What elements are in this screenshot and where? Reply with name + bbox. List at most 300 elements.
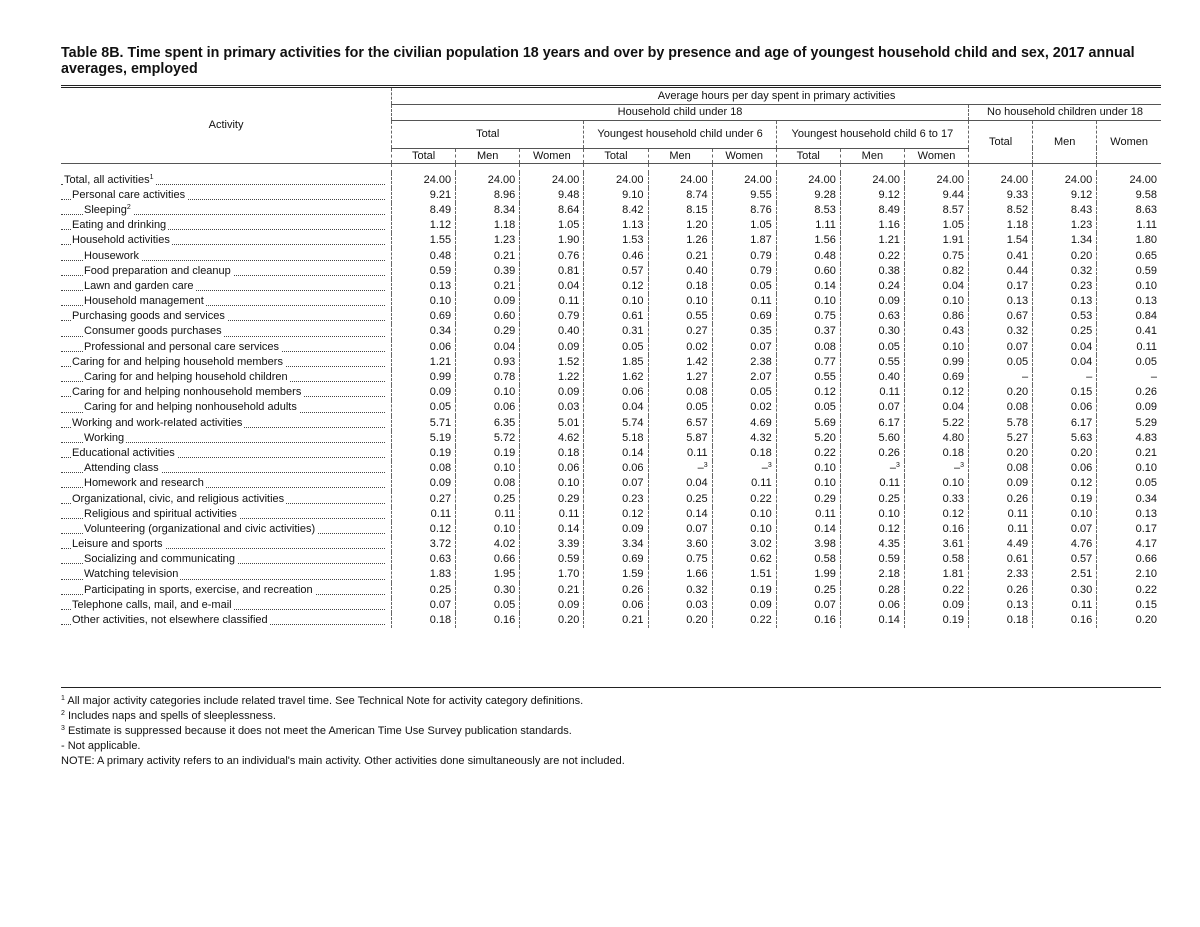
table-cell: 0.06 [1033, 400, 1097, 415]
table-cell: 0.27 [392, 491, 456, 506]
table-cell: –$^3$ [904, 461, 968, 476]
table-cell: 1.23 [1033, 218, 1097, 233]
header-col-total-nochild: Total [969, 120, 1033, 163]
table-cell: 0.16 [776, 613, 840, 628]
row-label [61, 233, 392, 248]
row-label [61, 400, 392, 415]
table-cell: 0.39 [456, 264, 520, 279]
table-cell: 0.10 [776, 476, 840, 491]
header-col-women-nochild: Women [1097, 120, 1161, 163]
table-cell: 0.12 [392, 522, 456, 537]
table-cell: 1.66 [648, 567, 712, 582]
table-cell: 4.32 [712, 431, 776, 446]
table-row [61, 537, 1161, 552]
table-cell: 0.99 [392, 370, 456, 385]
table-cell: 0.10 [904, 340, 968, 355]
table-cell: 0.05 [712, 385, 776, 400]
table-cell: 0.06 [584, 385, 648, 400]
table-row [61, 355, 1161, 370]
table-cell: 0.10 [840, 507, 904, 522]
table-cell: 0.75 [776, 309, 840, 324]
table-cell: 0.99 [904, 355, 968, 370]
table-cell: 0.08 [776, 340, 840, 355]
table-cell: 0.26 [969, 583, 1033, 598]
table-cell: 0.17 [1097, 522, 1161, 537]
table-cell: 0.31 [584, 324, 648, 339]
table-cell: 0.13 [392, 279, 456, 294]
table-cell: 0.21 [520, 583, 584, 598]
table-cell: 0.93 [456, 355, 520, 370]
table-cell: 1.90 [520, 233, 584, 248]
table-cell: 5.87 [648, 431, 712, 446]
table-cell: 1.83 [392, 567, 456, 582]
table-cell: 1.18 [456, 218, 520, 233]
table-cell: 1.42 [648, 355, 712, 370]
table-cell: 9.48 [520, 188, 584, 203]
table-cell: 1.85 [584, 355, 648, 370]
table-cell: 5.22 [904, 416, 968, 431]
table-cell: 0.04 [520, 279, 584, 294]
table-cell: 0.66 [1097, 552, 1161, 567]
table-cell: 0.05 [969, 355, 1033, 370]
table-cell: 0.09 [456, 294, 520, 309]
table-row [61, 491, 1161, 506]
table-cell: 0.16 [1033, 613, 1097, 628]
table-cell: 0.61 [969, 552, 1033, 567]
table-cell: 0.57 [1033, 552, 1097, 567]
table-cell: 0.05 [712, 279, 776, 294]
table-cell: 0.07 [584, 476, 648, 491]
table-cell: 0.34 [1097, 491, 1161, 506]
table-cell: 0.69 [712, 309, 776, 324]
table-cell: 24.00 [392, 173, 456, 188]
row-label [61, 491, 392, 506]
table-cell: 8.96 [456, 188, 520, 203]
table-cell: 2.33 [969, 567, 1033, 582]
row-label-text: Other activities, not elsewhere classified [72, 614, 268, 627]
table-row [61, 552, 1161, 567]
table-row [61, 233, 1161, 248]
table-cell: 0.22 [712, 613, 776, 628]
table-cell: –$^3$ [712, 461, 776, 476]
header-col-men: Men [456, 148, 520, 163]
table-cell: 0.06 [1033, 461, 1097, 476]
table-row [61, 567, 1161, 582]
table-cell: 0.11 [456, 507, 520, 522]
table-cell: 1.05 [904, 218, 968, 233]
table-cell: 0.75 [904, 248, 968, 263]
table-cell: 0.69 [392, 309, 456, 324]
table-cell: 4.69 [712, 416, 776, 431]
table-cell: 5.29 [1097, 416, 1161, 431]
table-cell: 2.10 [1097, 567, 1161, 582]
table-cell: 0.69 [584, 552, 648, 567]
table-cell: 0.55 [776, 370, 840, 385]
table-cell: 0.55 [840, 355, 904, 370]
header-sub-6to17: Youngest household child 6 to 17 [776, 120, 968, 148]
table-cell: 0.10 [776, 461, 840, 476]
table-cell: 1.11 [776, 218, 840, 233]
table-cell: 0.66 [456, 552, 520, 567]
table-cell: 0.11 [712, 476, 776, 491]
table-cell: 0.06 [840, 598, 904, 613]
table-cell: 8.52 [969, 203, 1033, 218]
table-cell: 24.00 [520, 173, 584, 188]
table-cell: 0.10 [904, 476, 968, 491]
table-body [61, 163, 1161, 628]
table-cell: 0.04 [904, 400, 968, 415]
footnote-2 [61, 709, 1161, 724]
table-cell: 0.09 [712, 598, 776, 613]
table-cell: 8.49 [840, 203, 904, 218]
footnote-not-applicable: - Not applicable. [61, 740, 141, 752]
table-cell: 9.55 [712, 188, 776, 203]
table-cell: 0.03 [648, 598, 712, 613]
table-cell: 0.79 [712, 248, 776, 263]
table-cell: 0.03 [520, 400, 584, 415]
table-cell: 0.02 [648, 340, 712, 355]
table-cell: 0.21 [456, 279, 520, 294]
row-label [61, 461, 392, 476]
header-col-men: Men [648, 148, 712, 163]
table-cell: 4.80 [904, 431, 968, 446]
table-cell: 0.43 [904, 324, 968, 339]
table-cell: 5.78 [969, 416, 1033, 431]
table-cell: 24.00 [456, 173, 520, 188]
table-cell: 3.60 [648, 537, 712, 552]
table-cell: 0.13 [1097, 507, 1161, 522]
table-row [61, 476, 1161, 491]
table-cell: 24.00 [1033, 173, 1097, 188]
table-cell: 0.15 [1033, 385, 1097, 400]
row-label-text: Volunteering (organizational and civic activities) [84, 522, 316, 535]
table-cell: 0.14 [776, 522, 840, 537]
table-cell: 0.41 [969, 248, 1033, 263]
table-row [61, 294, 1161, 309]
table-cell: 5.19 [392, 431, 456, 446]
row-label-text: Professional and personal care services [84, 340, 280, 353]
table-cell: 1.12 [392, 218, 456, 233]
table-bottom-rule [61, 687, 1161, 688]
table-cell: 1.05 [520, 218, 584, 233]
table-cell: –$^3$ [648, 461, 712, 476]
table-cell: 0.05 [840, 340, 904, 355]
row-label [61, 309, 392, 324]
table-row [61, 416, 1161, 431]
row-label [61, 598, 392, 613]
table-row [61, 370, 1161, 385]
table-cell: 1.18 [969, 218, 1033, 233]
table-cell: 4.17 [1097, 537, 1161, 552]
row-label-text: Personal care activities [72, 188, 186, 201]
footnote-mark: 2 [61, 710, 65, 717]
row-label [61, 188, 392, 203]
table-cell: 2.18 [840, 567, 904, 582]
table-cell: 0.58 [776, 552, 840, 567]
table-row [61, 309, 1161, 324]
table-row [61, 324, 1161, 339]
table-cell: 0.09 [520, 385, 584, 400]
footnote-mark: 3 [960, 462, 965, 470]
row-label-text: Caring for and helping household children [84, 371, 288, 384]
table-cell: 24.00 [584, 173, 648, 188]
table-cell: 9.28 [776, 188, 840, 203]
table-cell: 0.10 [456, 522, 520, 537]
footnote-text: Includes naps and spells of sleeplessness. [67, 710, 276, 722]
table-cell: 0.05 [648, 400, 712, 415]
table-cell: 1.20 [648, 218, 712, 233]
row-label-text: Watching television [84, 568, 179, 581]
table-cell: 0.18 [520, 446, 584, 461]
row-label-text: Leisure and sports [72, 538, 163, 551]
data-table [61, 88, 1161, 628]
table-cell: 24.00 [969, 173, 1033, 188]
table-cell: 0.15 [1097, 598, 1161, 613]
table-cell: 5.01 [520, 416, 584, 431]
table-cell: 4.02 [456, 537, 520, 552]
table-cell: 0.22 [904, 583, 968, 598]
table-cell: 1.59 [584, 567, 648, 582]
table-cell: 0.04 [1033, 340, 1097, 355]
table-cell: 0.53 [1033, 309, 1097, 324]
table-cell: 0.06 [584, 461, 648, 476]
row-label [61, 294, 392, 309]
row-label-text: Lawn and garden care [84, 279, 194, 292]
table-cell: 0.07 [969, 340, 1033, 355]
table-cell: 1.91 [904, 233, 968, 248]
table-cell: 8.34 [456, 203, 520, 218]
table-header [61, 88, 1161, 163]
table-cell: 0.10 [1097, 461, 1161, 476]
table-row [61, 188, 1161, 203]
row-label-text: Food preparation and cleanup [84, 264, 231, 277]
table-title: Table 8B. Time spent in primary activities for the civilian population 18 years and over by presence and age of youngest household child and sex, 2017 annual averages, employed [61, 45, 1135, 77]
table-cell: 1.21 [840, 233, 904, 248]
table-cell: 0.25 [648, 491, 712, 506]
table-cell: 0.28 [840, 583, 904, 598]
table-cell: 0.23 [584, 491, 648, 506]
table-cell: 2.38 [712, 355, 776, 370]
table-cell: – [1033, 370, 1097, 385]
footnote-mark: 1 [61, 695, 65, 702]
table-cell: 0.79 [712, 264, 776, 279]
table-cell: 0.07 [1033, 522, 1097, 537]
table-cell: 0.20 [969, 385, 1033, 400]
table-cell: 5.69 [776, 416, 840, 431]
table-cell: 8.42 [584, 203, 648, 218]
row-label [61, 476, 392, 491]
header-col-total: Total [776, 148, 840, 163]
table-cell: 4.35 [840, 537, 904, 552]
row-label-text: Sleeping [84, 203, 127, 216]
table-cell: 0.37 [776, 324, 840, 339]
table-cell: 5.71 [392, 416, 456, 431]
table-cell: 0.21 [1097, 446, 1161, 461]
row-label [61, 537, 392, 552]
table-cell: 0.09 [520, 340, 584, 355]
row-label-text: Caring for and helping nonhousehold adults [84, 401, 297, 414]
row-label [61, 522, 392, 537]
header-group-no-children: No household children under 18 [969, 104, 1161, 120]
table-cell: 0.16 [456, 613, 520, 628]
table-cell: 0.10 [776, 294, 840, 309]
table-cell: 0.08 [392, 461, 456, 476]
table-cell: 3.72 [392, 537, 456, 552]
table-cell: 0.04 [904, 279, 968, 294]
table-cell: 0.38 [840, 264, 904, 279]
header-col-men: Men [840, 148, 904, 163]
table-cell: 1.13 [584, 218, 648, 233]
table-row [61, 522, 1161, 537]
table-cell: 6.17 [1033, 416, 1097, 431]
table-cell: 0.48 [392, 248, 456, 263]
table-row [61, 264, 1161, 279]
table-cell: 1.87 [712, 233, 776, 248]
row-label [61, 340, 392, 355]
table-cell: 0.32 [1033, 264, 1097, 279]
table-cell: 1.51 [712, 567, 776, 582]
table-cell: 0.32 [648, 583, 712, 598]
row-label [61, 552, 392, 567]
table-cell: 0.35 [712, 324, 776, 339]
table-cell: 9.10 [584, 188, 648, 203]
row-label [61, 613, 392, 628]
table-cell: 8.74 [648, 188, 712, 203]
table-row [61, 583, 1161, 598]
table-cell: 0.65 [1097, 248, 1161, 263]
table-cell: 0.58 [904, 552, 968, 567]
row-label [61, 173, 392, 188]
table-cell: 5.20 [776, 431, 840, 446]
footnotes [61, 694, 1161, 769]
table-row [61, 598, 1161, 613]
header-span-label: Average hours per day spent in primary activities [392, 88, 1161, 104]
table-cell: 3.98 [776, 537, 840, 552]
row-label-text: Participating in sports, exercise, and recreation [84, 583, 313, 596]
table-cell: 1.99 [776, 567, 840, 582]
table-cell: 0.26 [1097, 385, 1161, 400]
table-cell: 0.34 [392, 324, 456, 339]
table-cell: 0.10 [1097, 279, 1161, 294]
table-cell: 0.55 [648, 309, 712, 324]
table-cell: 0.60 [456, 309, 520, 324]
table-cell: 0.20 [648, 613, 712, 628]
table-cell: 0.09 [904, 598, 968, 613]
table-cell: 1.53 [584, 233, 648, 248]
table-cell: 0.75 [648, 552, 712, 567]
table-cell: 0.14 [520, 522, 584, 537]
table-cell: 0.11 [648, 446, 712, 461]
table-cell: 0.04 [456, 340, 520, 355]
table-cell: 0.18 [648, 279, 712, 294]
table-cell: 0.19 [712, 583, 776, 598]
table-row [61, 340, 1161, 355]
table-cell: 0.20 [1033, 446, 1097, 461]
table-cell: 0.81 [520, 264, 584, 279]
table-cell: 0.22 [712, 491, 776, 506]
table-cell: 0.26 [584, 583, 648, 598]
header-activity: Activity [61, 88, 392, 163]
table-cell: 0.12 [584, 507, 648, 522]
table-cell: 5.63 [1033, 431, 1097, 446]
table-cell: 6.35 [456, 416, 520, 431]
table-cell: 0.29 [776, 491, 840, 506]
table-cell: 0.20 [969, 446, 1033, 461]
row-label-text: Organizational, civic, and religious activities [72, 492, 285, 505]
table-cell: 0.21 [456, 248, 520, 263]
row-label [61, 567, 392, 582]
table-cell: 0.10 [584, 294, 648, 309]
table-cell: 0.57 [584, 264, 648, 279]
footnote-mark: 3 [767, 462, 772, 470]
table-cell: 0.11 [1097, 340, 1161, 355]
table-cell: 0.25 [1033, 324, 1097, 339]
table-cell: 0.05 [1097, 355, 1161, 370]
table-cell: 0.11 [712, 294, 776, 309]
table-cell: 0.44 [969, 264, 1033, 279]
table-cell: 0.09 [520, 598, 584, 613]
table-cell: 0.13 [1033, 294, 1097, 309]
table-cell: 0.08 [969, 461, 1033, 476]
table-cell: 0.23 [1033, 279, 1097, 294]
table-cell: 24.00 [840, 173, 904, 188]
table-cell: 0.22 [776, 446, 840, 461]
table-cell: 1.55 [392, 233, 456, 248]
row-label [61, 248, 392, 263]
table-cell: 0.05 [776, 400, 840, 415]
table-cell: 4.83 [1097, 431, 1161, 446]
table-cell: 0.06 [392, 340, 456, 355]
table-cell: 0.12 [1033, 476, 1097, 491]
table-cell: 1.05 [712, 218, 776, 233]
table-cell: 0.76 [520, 248, 584, 263]
table-cell: 8.49 [392, 203, 456, 218]
table-cell: 1.16 [840, 218, 904, 233]
table-cell: 0.63 [392, 552, 456, 567]
table-cell: 8.64 [520, 203, 584, 218]
table-row [61, 400, 1161, 415]
table-cell: 0.11 [1033, 598, 1097, 613]
table-cell: 0.20 [520, 613, 584, 628]
table-cell: 0.84 [1097, 309, 1161, 324]
row-label-text: Total, all activities [64, 173, 150, 186]
table-cell: 0.78 [456, 370, 520, 385]
row-label-text: Housework [84, 249, 140, 262]
row-label-text: Caring for and helping household members [72, 355, 283, 368]
table-cell: 4.76 [1033, 537, 1097, 552]
table-cell: 0.09 [969, 476, 1033, 491]
table-cell: 1.56 [776, 233, 840, 248]
table-cell: 0.63 [840, 309, 904, 324]
table-cell: 0.22 [840, 248, 904, 263]
table-cell: 0.10 [456, 385, 520, 400]
table-cell: 0.06 [456, 400, 520, 415]
table-cell: 8.15 [648, 203, 712, 218]
table-cell: 1.54 [969, 233, 1033, 248]
row-label-text: Purchasing goods and services [72, 310, 225, 323]
table-cell: 0.10 [392, 294, 456, 309]
table-cell: 0.21 [648, 248, 712, 263]
table-cell: – [1097, 370, 1161, 385]
table-row [61, 248, 1161, 263]
table-cell: 0.13 [1097, 294, 1161, 309]
table-cell: 0.10 [520, 476, 584, 491]
header-col-total: Total [584, 148, 648, 163]
table-row [61, 446, 1161, 461]
table-cell: 0.11 [840, 476, 904, 491]
table-cell: 0.05 [456, 598, 520, 613]
table-row [61, 507, 1161, 522]
